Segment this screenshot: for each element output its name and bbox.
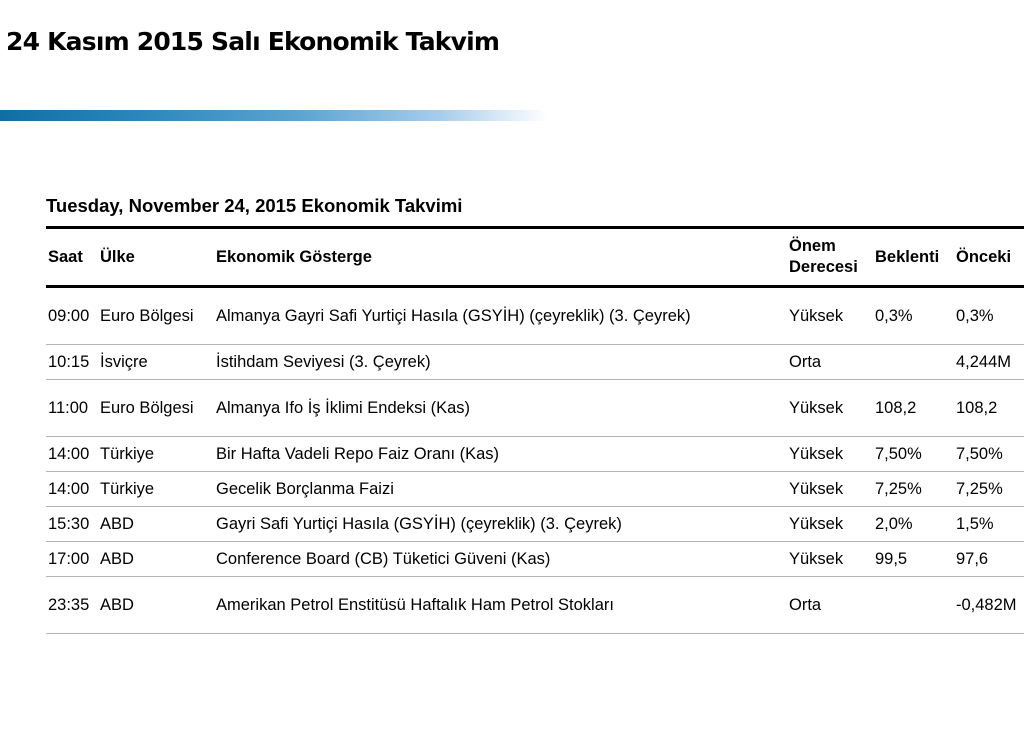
header-time: Saat (46, 228, 98, 287)
slide-title: 24 Kasım 2015 Salı Ekonomik Takvim (6, 27, 500, 56)
cell-forecast: 99,5 (873, 542, 954, 577)
table-row (46, 287, 1024, 345)
cell-importance: Yüksek (787, 507, 873, 542)
cell-importance: Yüksek (787, 380, 873, 437)
table-row (46, 472, 1024, 507)
cell-forecast: 0,3% (873, 287, 954, 345)
cell-country: ABD (98, 507, 214, 542)
cell-country: ABD (98, 577, 214, 634)
cell-indicator: Bir Hafta Vadeli Repo Faiz Oranı (Kas) (214, 437, 787, 472)
cell-forecast (873, 345, 954, 380)
cell-country: İsviçre (98, 345, 214, 380)
cell-time: 14:00 (46, 437, 98, 472)
accent-gradient-bar (0, 110, 548, 121)
cell-country: Euro Bölgesi (98, 287, 214, 345)
cell-time: 09:00 (46, 287, 98, 345)
cell-indicator: Almanya Gayri Safi Yurtiçi Hasıla (GSYİH) (çeyreklik) (3. Çeyrek) (214, 287, 787, 345)
header-importance-line1: Önem (789, 237, 836, 255)
cell-previous: 7,25% (954, 472, 1024, 507)
table-row (46, 542, 1024, 577)
cell-previous: 1,5% (954, 507, 1024, 542)
cell-forecast: 7,25% (873, 472, 954, 507)
cell-time: 11:00 (46, 380, 98, 437)
cell-time: 23:35 (46, 577, 98, 634)
table-header-row (46, 228, 1024, 287)
cell-forecast (873, 577, 954, 634)
cell-time: 17:00 (46, 542, 98, 577)
cell-previous: 7,50% (954, 437, 1024, 472)
table-row (46, 507, 1024, 542)
table-row (46, 577, 1024, 634)
cell-previous: 4,244M (954, 345, 1024, 380)
calendar-table (46, 226, 1024, 634)
cell-previous: 108,2 (954, 380, 1024, 437)
table-row (46, 437, 1024, 472)
cell-forecast: 108,2 (873, 380, 954, 437)
cell-importance: Orta (787, 345, 873, 380)
cell-importance: Yüksek (787, 437, 873, 472)
cell-previous: 0,3% (954, 287, 1024, 345)
cell-time: 14:00 (46, 472, 98, 507)
header-country: Ülke (98, 228, 214, 287)
cell-importance: Yüksek (787, 472, 873, 507)
cell-indicator: Almanya Ifo İş İklimi Endeksi (Kas) (214, 380, 787, 437)
economic-calendar (46, 192, 1024, 634)
cell-forecast: 7,50% (873, 437, 954, 472)
cell-country: ABD (98, 542, 214, 577)
header-forecast: Beklenti (873, 228, 954, 287)
cell-time: 10:15 (46, 345, 98, 380)
header-importance-line2: Derecesi (789, 258, 858, 276)
cell-time: 15:30 (46, 507, 98, 542)
header-previous: Önceki (954, 228, 1024, 287)
cell-country: Türkiye (98, 437, 214, 472)
cell-importance: Yüksek (787, 287, 873, 345)
cell-country: Türkiye (98, 472, 214, 507)
table-row (46, 380, 1024, 437)
header-importance (787, 228, 873, 287)
cell-importance: Yüksek (787, 542, 873, 577)
cell-indicator: Amerikan Petrol Enstitüsü Haftalık Ham Petrol Stokları (214, 577, 787, 634)
cell-importance: Orta (787, 577, 873, 634)
calendar-title: Tuesday, November 24, 2015 Ekonomik Takvimi (46, 195, 463, 216)
cell-indicator: Gayri Safi Yurtiçi Hasıla (GSYİH) (çeyreklik) (3. Çeyrek) (214, 507, 787, 542)
cell-previous: -0,482M (954, 577, 1024, 634)
header-indicator: Ekonomik Gösterge (214, 228, 787, 287)
cell-previous: 97,6 (954, 542, 1024, 577)
cell-country: Euro Bölgesi (98, 380, 214, 437)
cell-indicator: İstihdam Seviyesi (3. Çeyrek) (214, 345, 787, 380)
table-row (46, 345, 1024, 380)
cell-indicator: Gecelik Borçlanma Faizi (214, 472, 787, 507)
cell-forecast: 2,0% (873, 507, 954, 542)
cell-indicator: Conference Board (CB) Tüketici Güveni (Kas) (214, 542, 787, 577)
